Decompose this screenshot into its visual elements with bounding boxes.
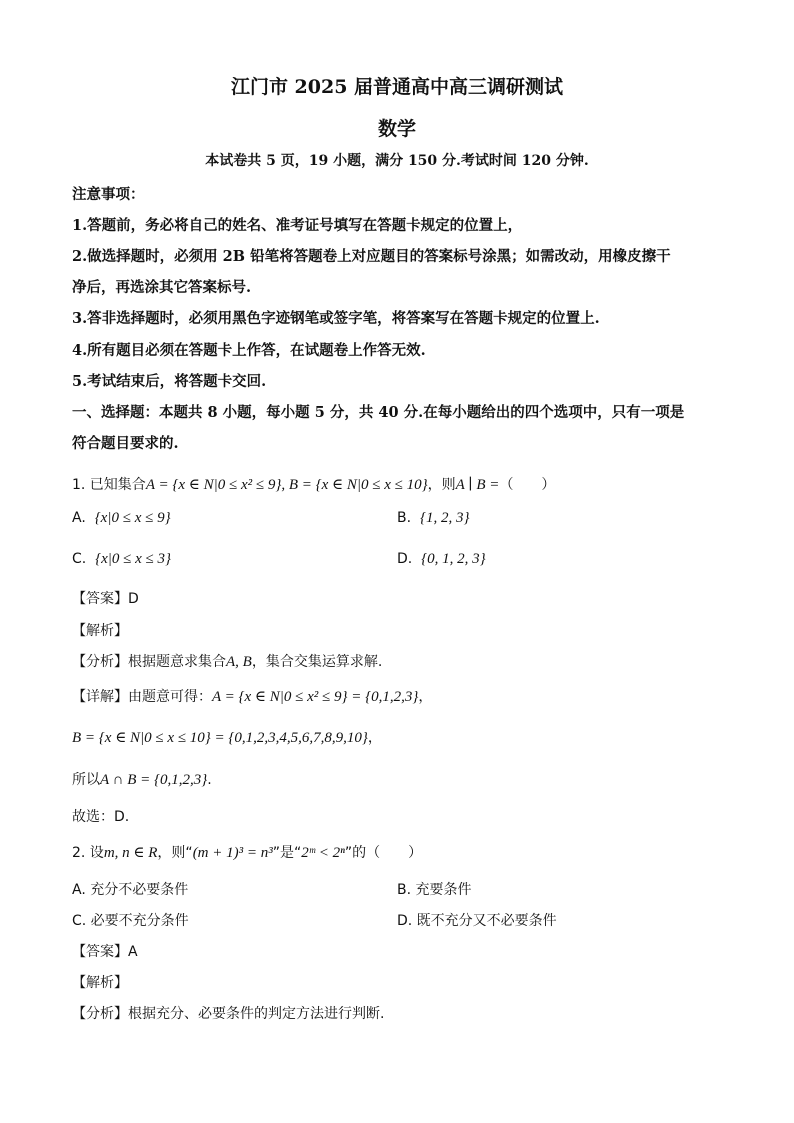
- section-heading-2: 符合题目要求的.: [72, 435, 179, 452]
- q2-stem: [72, 842, 422, 862]
- q2-stem-math3: 2ᵐ < 2ⁿ: [301, 845, 345, 861]
- q1-fenxi-math: A, B: [226, 654, 252, 670]
- q2-option-a: A. 充分不必要条件: [72, 882, 189, 898]
- q1-xiangjie-pre: 由题意可得：: [128, 689, 212, 705]
- exam-info: 本试卷共 5 页，19 小题，满分 150 分.考试时间 120 分钟.: [205, 153, 589, 169]
- q2-answer: [72, 941, 138, 961]
- q1-answer-value: D: [128, 591, 139, 607]
- note-item-2: 2.做选择题时，必须用 2B 铅笔将答题卷上对应题目的答案标号涂黑；如需改动，用橡皮擦干: [72, 248, 671, 265]
- q1-option-d-label: D.: [397, 551, 413, 567]
- q1-stem-prefix: 1. 已知集合: [72, 477, 146, 493]
- notes-heading: 注意事项：: [72, 186, 145, 203]
- note-item-1: 1.答题前，务必将自己的姓名、准考证号填写在答题卡规定的位置上，: [72, 217, 523, 234]
- q2-option-c: C. 必要不充分条件: [72, 913, 189, 929]
- q1-so-math: A ∩ B = {0,1,2,3}: [100, 772, 208, 788]
- note-item-2-cont: 净后，再选涂其它答案标号.: [72, 279, 252, 296]
- q2-option-d: D. 既不充分又不必要条件: [397, 913, 557, 929]
- q1-stem: [72, 474, 555, 494]
- note-item-5: 5.考试结束后，将答题卡交回.: [72, 373, 267, 390]
- exam-title: 江门市 2025 届普通高中高三调研测试: [230, 76, 564, 98]
- q1-fenxi-post: ，集合交集运算求解.: [251, 654, 383, 670]
- q2-stem-mid1: ，则“: [157, 845, 193, 861]
- note-item-4: 4.所有题目必须在答题卡上作答，在试题卷上作答无效.: [72, 342, 426, 359]
- q1-xiangjie-line2: [72, 727, 382, 747]
- q1-option-a-text: {x|0 ≤ x ≤ 9}: [94, 510, 171, 526]
- q1-answer-tag: 【答案】: [72, 591, 128, 607]
- q2-stem-mid2: ”是“: [272, 845, 302, 861]
- q1-xiangjie-tag: 【详解】: [72, 689, 128, 705]
- q1-option-a-label: A.: [72, 510, 86, 526]
- q2-answer-value: A: [128, 944, 138, 960]
- q1-xiangjie-comma1: ，: [418, 689, 433, 705]
- q1-so-pre: 所以: [72, 772, 100, 788]
- q2-stem-math1: m, n ∈ R: [103, 845, 158, 861]
- q2-fenxi-tag: 【分析】: [72, 1006, 128, 1022]
- q1-set-b: , B = {x ∈ N|0 ≤ x ≤ 10}: [281, 477, 428, 493]
- q1-fenxi: [72, 651, 382, 671]
- q1-option-b: [397, 510, 469, 527]
- q2-stem-suffix: ”的（ ）: [344, 845, 423, 861]
- q1-paren: （ ）: [499, 477, 556, 493]
- q1-fenxi-pre: 根据题意求集合: [128, 654, 226, 670]
- q1-set-a: A = {x ∈ N|0 ≤ x² ≤ 9}: [145, 477, 282, 493]
- q1-stem-suffix: ，则: [427, 477, 456, 493]
- q2-stem-prefix: 2. 设: [72, 845, 104, 861]
- q1-option-b-label: B.: [397, 510, 412, 526]
- q1-option-b-text: {1, 2, 3}: [419, 510, 470, 526]
- q1-fenxi-tag: 【分析】: [72, 654, 128, 670]
- q1-option-d: [397, 551, 486, 568]
- q1-option-d-text: {0, 1, 2, 3}: [421, 551, 486, 567]
- q1-xiangjie-comma2: ，: [367, 730, 382, 746]
- q2-option-b: B. 充要条件: [397, 882, 472, 898]
- q1-option-c-label: C.: [72, 551, 87, 567]
- q2-answer-tag: 【答案】: [72, 944, 128, 960]
- q2-analysis-tag: 【解析】: [72, 975, 128, 991]
- q1-answer: [72, 588, 139, 608]
- q2-stem-math2: (m + 1)³ = n³: [192, 845, 273, 861]
- subject-title: 数学: [377, 118, 416, 140]
- q1-xiangjie-math2: B = {x ∈ N|0 ≤ x ≤ 10} = {0,1,2,3,4,5,6,7,8,9,10}: [72, 730, 368, 746]
- q1-so-post: .: [207, 772, 212, 788]
- q1-option-c-text: {x|0 ≤ x ≤ 3}: [95, 551, 172, 567]
- q1-analysis-tag: 【解析】: [72, 623, 128, 639]
- q1-option-c: [72, 551, 171, 568]
- q1-conclusion: [72, 769, 212, 789]
- q1-option-a: [72, 510, 171, 527]
- q1-expression: A ∣ B =: [455, 477, 500, 493]
- q2-fenxi-text: 根据充分、必要条件的判定方法进行判断.: [128, 1006, 385, 1022]
- q2-fenxi: [72, 1003, 384, 1023]
- note-item-3: 3.答非选择题时，必须用黑色字迹钢笔或签字笔，将答案写在答题卡规定的位置上.: [72, 310, 600, 327]
- q1-choose: 故选：D.: [72, 809, 130, 825]
- q1-xiangjie-math1: A = {x ∈ N|0 ≤ x² ≤ 9} = {0,1,2,3}: [212, 689, 419, 705]
- section-heading-1: 一、选择题：本题共 8 小题，每小题 5 分，共 40 分.在每小题给出的四个选项中，只有一项是: [72, 404, 685, 421]
- q1-xiangjie: [72, 686, 432, 706]
